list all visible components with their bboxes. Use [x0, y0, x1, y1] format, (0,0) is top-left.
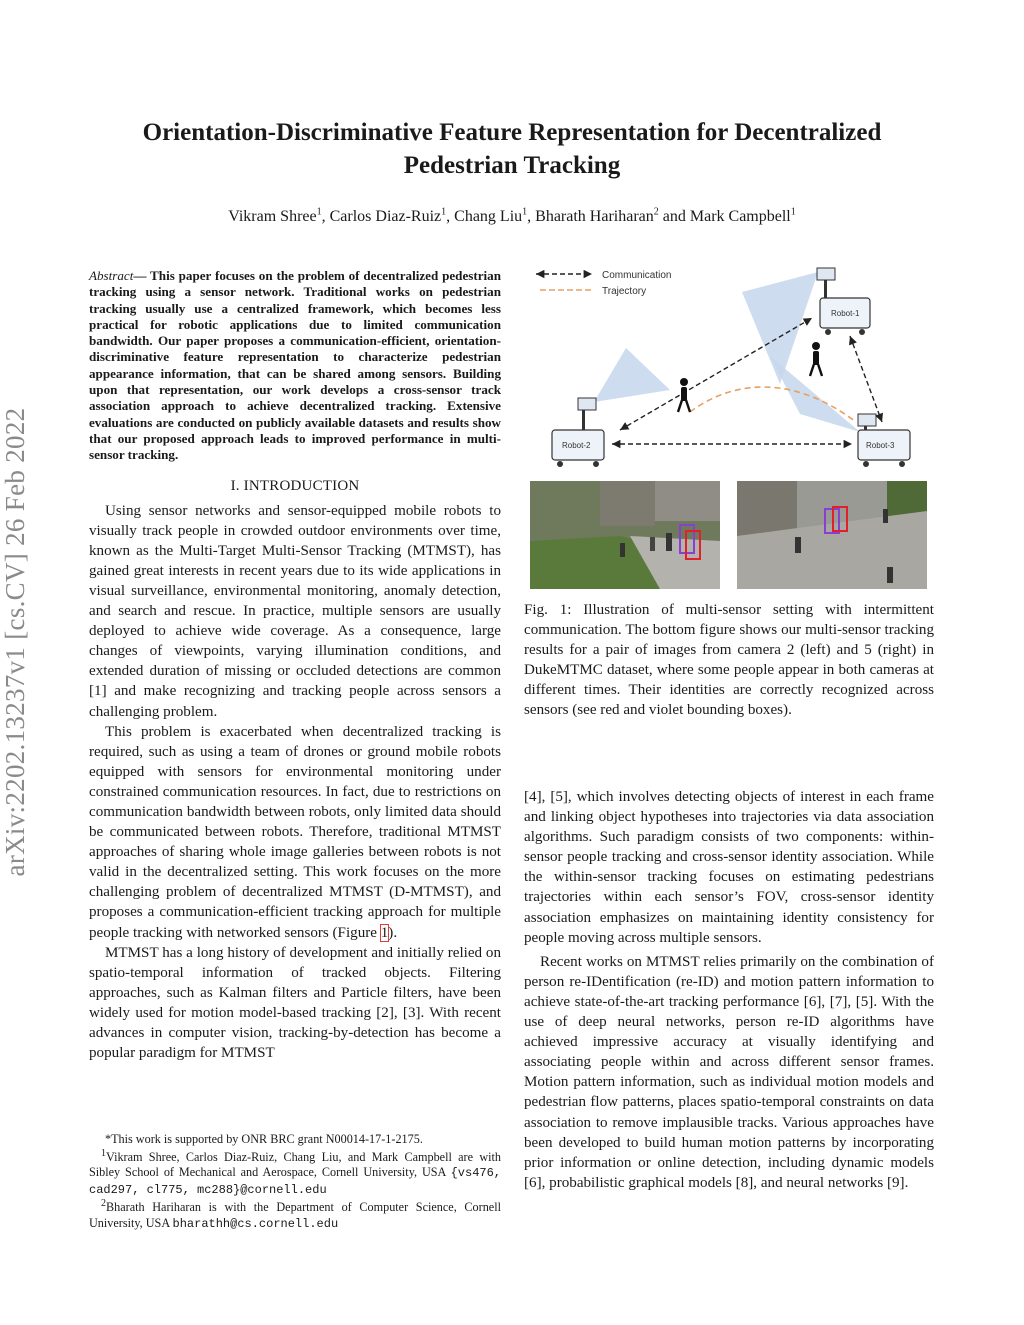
author-name: Chang Liu	[454, 208, 523, 225]
intro-paragraph: Using sensor networks and sensor-equipped mobile robots to visually track people in crowded outdoor environments over time, known as the Multi-Target Multi-Sensor Tracking (MTMST), has gained great interests in recent years due to its wide applications in visual surveillance, environmental monitoring, anomaly detection, and search and rescue. In practice, multiple sensors are usually deployed to achieve wide coverage. As a consequence, large changes of viewpoints, varying illumination conditions, and extended duration of missing or occluded detections are common [1] and make recognizing and tracking people across sensors a challenging problem.	[89, 502, 501, 720]
robot-2-field-of-view	[594, 348, 670, 402]
footnote-affiliation-1	[89, 1147, 502, 1199]
arxiv-identifier: arXiv:2202.13237v1 [cs.CV] 26 Feb 2022	[0, 407, 30, 877]
pedestrian-icon	[810, 342, 822, 376]
tracking-result-camera-2-image	[530, 481, 720, 589]
author-name: Bharath Hariharan	[535, 208, 654, 225]
author-affiliation-mark: 1	[441, 206, 447, 218]
author-list	[110, 208, 914, 226]
legend-communication-label: Communication	[602, 270, 672, 281]
author-emails: {vs476, cad297, cl775, mc288}@cornell.edu	[89, 1166, 502, 1197]
robot-1-label: Robot-1	[831, 309, 860, 318]
body-paragraph: [4], [5], which involves detecting objects of interest in each frame and linking object hypotheses into trajectories via data association algorithms. Such paradigm consists of two components: within-sensor people tracking and cross-sensor identity association. While the within-sensor tracking focuses on estimating pedestrians trajectories within each sensor’s FOV, cross-sensor identity association emphasizes on maintaining identity consistency for people moving across multiple sensors.	[524, 789, 934, 946]
abstract-label: Abstract	[89, 268, 134, 283]
footnote-mark: 2	[101, 1197, 106, 1209]
footnotes	[89, 1132, 501, 1232]
author-affiliation-mark: 1	[522, 206, 528, 218]
robot-2-label: Robot-2	[562, 441, 591, 450]
figure-1-caption: Fig. 1: Illustration of multi-sensor setting with intermittent communication. The bottom figure shows our multi-sensor tracking results for a pair of images from camera 2 (left) and 5 (right) in DukeMTMC dataset, where some people appear in both cameras at different times. Their identities are correctly recognized across sensors (see red and violet bounding boxes).	[524, 602, 934, 719]
author-separator: ,	[321, 208, 330, 225]
footnote-support: *This work is supported by ONR BRC grant N00014-17-1-2175.	[105, 1132, 423, 1146]
footnote-affiliation-text: Bharath Hariharan is with the Department of Computer Science, Cornell University, USA	[89, 1200, 501, 1230]
right-column-text	[524, 787, 934, 1193]
robot-3-label: Robot-3	[866, 441, 895, 450]
author-separator: ,	[446, 208, 455, 225]
author-affiliation-mark: 2	[653, 206, 659, 218]
abstract	[89, 268, 501, 464]
robot-1-icon	[817, 268, 870, 335]
intro-paragraph: MTMST has a long history of development and initially relied on spatio-temporal information of tracked objects. Filtering approaches, such as Kalman filters and Particle filters, have been widely used for motion model-based tracking [2], [3]. With recent advances in computer vision, tracking-by-detection has become a popular paradigm for MTMST	[89, 944, 501, 1062]
author-name: Carlos Diaz-Ruiz	[329, 208, 442, 225]
body-paragraph: Recent works on MTMST relies primarily on the combination of person re-IDentification (re-ID) and motion pattern information to achieve state-of-the-art tracking performance [6], [7], [5]. With the use of deep neural networks, person re-ID algorithms have achieved impressive accuracy at visually identifying and associating people within and across different sensor frames. Motion pattern information, such as individual motion models and pedestrian flow patterns, places spatio-temporal constraints on data association to remove implausible tracks. Various approaches have been developed to build human motion patterns by incorporating prior information or online detection, including dynamic models [6], probabilistic graphical models [8], and neural networks [9].	[524, 953, 934, 1191]
tracking-result-camera-5-image	[737, 481, 927, 589]
footnote-mark: 1	[101, 1147, 106, 1159]
robot-2-icon	[552, 398, 604, 467]
communication-link-robot1-robot3	[850, 336, 882, 422]
author-name: Vikram Shree	[228, 208, 317, 225]
intro-paragraph	[89, 722, 501, 943]
section-heading-introduction: I. INTRODUCTION	[230, 477, 360, 494]
paper-title: Orientation-Discriminative Feature Representation for Decentralized Pedestrian Tracking	[142, 119, 882, 179]
intro-paragraph-tail: ).	[388, 924, 398, 941]
legend-trajectory-label: Trajectory	[602, 286, 647, 297]
pedestrian-icon	[678, 378, 690, 412]
footnote-affiliation-text: Vikram Shree, Carlos Diaz-Ruiz, Chang Liu, and Mark Campbell are with Sibley School of Mechanical and Aerospace, Cornell University, USA	[89, 1149, 501, 1179]
author-affiliation-mark: 1	[316, 206, 322, 218]
author-email: bharathh@cs.cornell.edu	[172, 1216, 339, 1231]
figure-1-diagram	[530, 262, 918, 472]
footnote-affiliation-2	[89, 1197, 501, 1232]
robot-3-icon	[858, 414, 910, 467]
author-name: Mark Campbell	[689, 208, 791, 225]
abstract-text: This paper focuses on the problem of decentralized pedestrian tracking using a sensor network. Traditional works on pedestrian tracking usually use a centralized framework, which becomes less practical for robotic applications due to limited communication bandwidth. Our paper proposes a communication-efficient, orientation-discriminative feature representation to characterize pedestrian appearance information, that can be shared among sensors. Building upon that representation, our work develops a cross-sensor track association approach to achieve decentralized tracking. Extensive evaluations are conducted on publicly available datasets and results show that our proposed approach leads to improved performance in multi-sensor tracking.	[89, 268, 501, 463]
author-separator: and	[658, 208, 690, 225]
abstract-dash: —	[133, 268, 147, 283]
intro-paragraph-text: This problem is exacerbated when decentralized tracking is required, such as using a team of drones or ground mobile robots equipped with sensors for environmental monitoring under constrained communication resources. In fact, due to restrictions on communication bandwidth between robots, only limited data should be communicated between robots. Therefore, traditional MTMST approaches of sharing whole image galleries between robots is not valid in the decentralized setting. This work focuses on the more challenging problem of decentralized MTMST (D-MTMST), and proposes a communication-efficient tracking approach for multiple people tracking with networked sensors (Figure	[89, 723, 501, 941]
figure-reference-link[interactable]: 1	[380, 924, 389, 941]
left-column	[89, 268, 501, 1063]
author-affiliation-mark: 1	[790, 206, 796, 218]
author-separator: ,	[527, 208, 536, 225]
